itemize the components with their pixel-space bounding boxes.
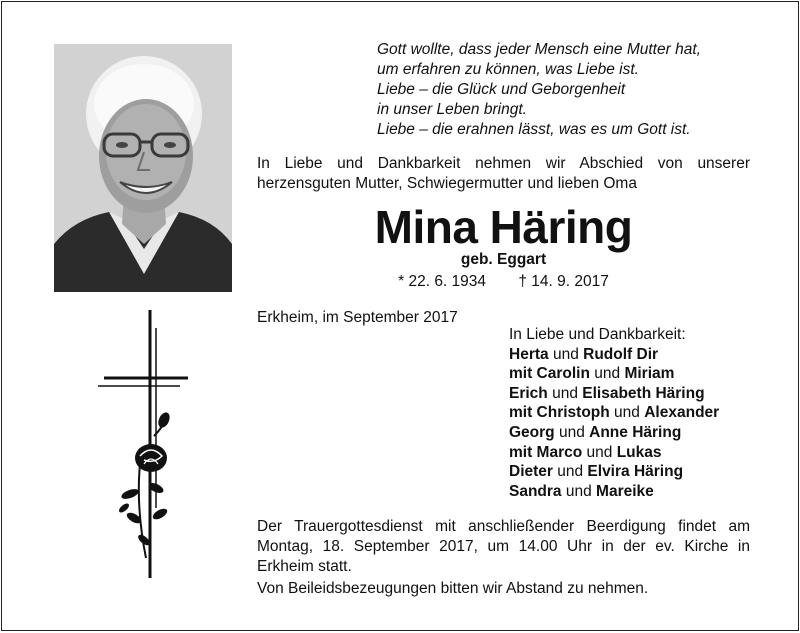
signer-name: mit Christoph (509, 404, 610, 422)
signer-join: und (589, 365, 625, 383)
signers-list (509, 325, 769, 501)
signer-name: Georg (509, 423, 555, 441)
closing-note: Von Beileidsbezeugungen bitten wir Abstand zu nehmen. (257, 580, 649, 597)
signer-name: mit Carolin (509, 365, 590, 383)
birth-date: * 22. 6. 1934 (398, 273, 487, 290)
signer-name: Anne Häring (589, 423, 682, 441)
life-dates (257, 272, 750, 292)
death-date: † 14. 9. 2017 (518, 273, 609, 290)
signer-row (509, 345, 769, 365)
poem-line: Liebe – die erahnen lässt, was es um Gott ist. (377, 121, 691, 138)
rose-icon (135, 411, 172, 472)
signer-join: und (547, 384, 583, 402)
signer-row (509, 462, 769, 482)
signer-name: Erich (509, 384, 548, 402)
signer-join: und (552, 463, 588, 481)
cross-with-rose-icon (94, 308, 204, 580)
poem (377, 40, 777, 140)
signer-row (509, 403, 769, 423)
signer-row (509, 443, 769, 463)
portrait-illustration (54, 44, 232, 292)
signer-name: Herta (509, 345, 549, 363)
signer-join: und (548, 345, 584, 363)
signer-name: Elvira Häring (587, 463, 684, 481)
signer-row (509, 384, 769, 404)
service-info: Der Trauergottesdienst mit anschließender Beerdigung findet am Montag, 18. September 2017, um 14.00 Uhr in der ev. Kirche in Erkheim statt. (257, 518, 750, 575)
intro-text: In Liebe und Dankbarkeit nehmen wir Abschied von unserer herzensguten Mutter, Schwiegermutter und lieben Oma (257, 155, 750, 192)
signer-name: Elisabeth Häring (582, 384, 705, 402)
signer-name: Rudolf Dir (583, 345, 659, 363)
signer-name: Sandra (509, 482, 562, 500)
signer-name: Lukas (616, 443, 662, 461)
obituary-notice (1, 1, 799, 631)
poem-line: Liebe – die Glück und Geborgenheit (377, 81, 626, 98)
signer-join: und (554, 423, 590, 441)
signer-join: und (582, 443, 617, 461)
signer-join: und (609, 404, 645, 422)
signer-name: Dieter (509, 463, 553, 481)
poem-line: Gott wollte, dass jeder Mensch eine Mutter hat, (377, 41, 701, 58)
signer-row (509, 423, 769, 443)
signer-row (509, 482, 769, 502)
signer-name: Mareike (596, 482, 654, 500)
signer-name: Alexander (644, 404, 720, 422)
portrait-photo (54, 44, 232, 292)
signer-join: und (561, 482, 597, 500)
signers-heading: In Liebe und Dankbarkeit: (509, 326, 686, 343)
signer-name: mit Marco (509, 443, 583, 461)
birth-name: geb. Eggart (460, 251, 547, 268)
poem-line: in unser Leben bringt. (377, 101, 527, 118)
poem-line: um erfahren zu können, was Liebe ist. (377, 61, 639, 78)
signer-name: Miriam (624, 365, 675, 383)
place-date: Erkheim, im September 2017 (257, 309, 458, 326)
deceased-name: Mina Häring (374, 201, 633, 253)
signer-row (509, 364, 769, 384)
cross-graphic (94, 308, 204, 580)
